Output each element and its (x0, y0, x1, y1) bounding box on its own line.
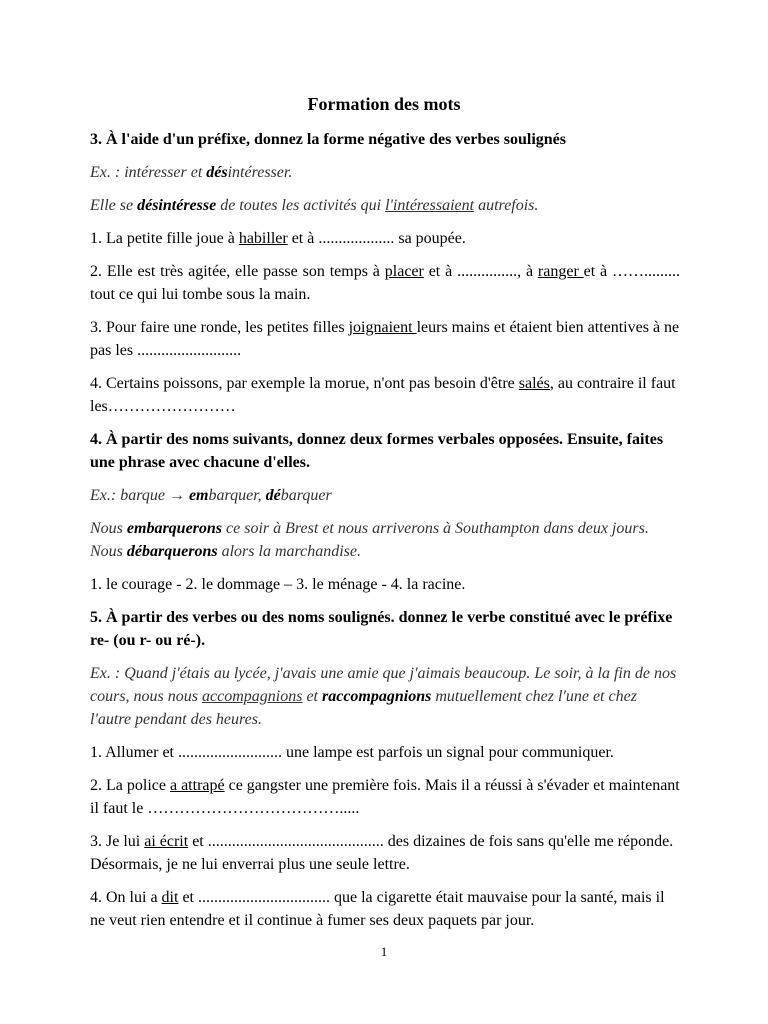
item-text: , au contraire il faut les…………………… (90, 375, 676, 415)
underlined-word: salés (518, 375, 550, 392)
section-4-heading: 4. À partir des noms suivants, donnez deux formes verbales opposées. Ensuite, faites une phrase avec chacune d'elles. (90, 431, 664, 471)
underlined-word: dit (161, 889, 179, 906)
section-5-example (90, 662, 680, 731)
item-text: 2. La police (90, 777, 170, 794)
item-text: leurs mains et étaient bien attentives à ne pas les .......................... (90, 319, 680, 359)
section-3-example-sentence (90, 194, 680, 217)
underlined-word: accompagnions (202, 688, 303, 705)
example-text: et (302, 688, 322, 705)
example-text: ce soir à Brest et nous arriverons à Southampton dans deux jours. Nous (90, 520, 649, 560)
exercise-item (90, 886, 680, 932)
underlined-word: ranger (537, 263, 584, 280)
example-text: Ex. : intéresser et (90, 164, 207, 181)
example-text: de toutes les activités qui (216, 197, 386, 214)
underlined-word: joignaient (348, 319, 417, 336)
underlined-word: placer (384, 263, 424, 280)
underlined-word: l'intéressaient (385, 197, 475, 214)
exercise-item (90, 774, 680, 820)
item-text: et à ..............., à (423, 263, 538, 280)
page-number: 1 (380, 944, 388, 959)
answer-word: désintéresse (137, 197, 217, 214)
item-text: et à ................... sa poupée. (287, 230, 466, 247)
underlined-word: ai écrit (144, 833, 189, 850)
example-text: alors la marchandise. (217, 543, 361, 560)
example-text: Nous (90, 520, 127, 537)
exercise-item (90, 830, 680, 876)
exercise-item (90, 260, 680, 306)
prefix-highlight: em (188, 487, 209, 504)
item-text: 4. Certains poissons, par exemple la morue, n'ont pas besoin d'être (90, 375, 519, 392)
prefix-highlight: dés (206, 164, 228, 181)
example-text: Ex.: barque → (90, 487, 189, 504)
answer-word: raccompagnions (322, 688, 432, 705)
example-text: barquer, (208, 487, 266, 504)
exercise-item (90, 372, 680, 418)
item-text: et ................................. que la cigarette était mauvaise pour la santé, mais il ne veut rien entendre et il continue à fumer ses deux paquets par jour. (90, 889, 665, 929)
underlined-word: habiller (238, 230, 288, 247)
section-4-items: 1. le courage - 2. le dommage – 3. le ménage - 4. la racine. (90, 576, 466, 593)
exercise-item (90, 316, 680, 362)
item-text: 4. On lui a (90, 889, 162, 906)
answer-word: embarquerons (126, 520, 223, 537)
item-text: 3. Pour faire une ronde, les petites filles (90, 319, 349, 336)
section-5-heading: 5. À partir des verbes ou des noms soulignés. donnez le verbe constitué avec le préfixe re- (ou r- ou ré-). (90, 609, 673, 649)
example-text: Ex. : Quand j'étais au lycée, j'avais une amie que j'aimais beaucoup. Le soir, à la fin de nos cours, nous nous (90, 665, 677, 705)
section-4-example (90, 484, 680, 507)
section-4-example-sentence (90, 517, 680, 563)
answer-word: débarquerons (126, 543, 218, 560)
example-text: autrefois. (474, 197, 539, 214)
document-body (90, 128, 680, 942)
item-text: et ............................................ des dizaines de fois sans qu'elle me réponde. Désormais, je ne lui enverrai plus une seule lettre. (90, 833, 674, 873)
underlined-word: a attrapé (169, 777, 225, 794)
page-title: Formation des mots (307, 94, 461, 114)
item-text: 2. Elle est très agitée, elle passe son temps à (90, 263, 385, 280)
item-text: et à ……......... tout ce qui lui tombe sous la main. (90, 263, 681, 303)
exercise-item: 1. Allumer et .......................... une lampe est parfois un signal pour communiquer. (90, 744, 614, 761)
exercise-item (90, 227, 680, 250)
example-text: mutuellement chez l'une et chez l'autre pendant des heures. (90, 688, 637, 728)
example-text: Elle se (90, 197, 138, 214)
example-text: barquer (280, 487, 332, 504)
item-text: 3. Je lui (90, 833, 145, 850)
item-text: 1. La petite fille joue à (90, 230, 239, 247)
prefix-highlight: dé (265, 487, 281, 504)
section-3-heading: 3. À l'aide d'un préfixe, donnez la forme négative des verbes soulignés (90, 131, 566, 148)
item-text: ce gangster une première fois. Mais il a réussi à s'évader et maintenant il faut le ………………………………..... (90, 777, 680, 817)
example-text: intéresser. (227, 164, 293, 181)
section-3-example (90, 161, 680, 184)
